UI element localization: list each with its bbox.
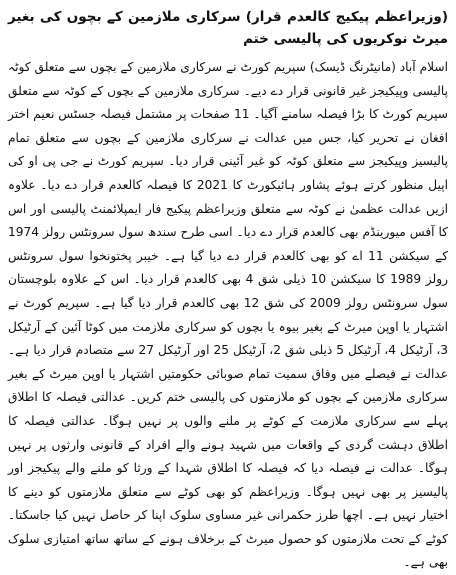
article-body: اسلام آباد (مانیٹرنگ ڈیسک) سپریم کورٹ نے سرکاری ملازمین کے بچوں سے متعلق کوٹہ پالیسی وپیکیجز غیر قانونی قرار دے دیے۔ سرکاری ملازمین کے بچوں کے کوٹہ سے متعلق سپریم کورٹ کا بڑا فیصلہ سامنے آگیا۔ 11 صفحات پر مشتمل فیصلہ جسٹس نعیم اختر افغان نے تحریر کیا، جس میں عدالت نے سرکاری ملازمین کے بچوں سے متعلق تمام پالیسیز وپیکیجز سے متعلق کوٹہ کو غیر آئینی قرار دیا۔ سپریم کورٹ نے جی پی او کی اپیل منظور کرتے ہوئے پشاور ہائیکورٹ کا 2021 کا فیصلہ کالعدم قرار دے دیا۔ علاوہ ازیں عدالت عظمیٰ نے کوٹہ سے متعلق وزیراعظم پیکیج فار ایمپلائمنٹ پالیسی اور اس کا آفس میورینڈم بھی کالعدم قرار دے دیا۔ اسی طرح سندھ سول سرونٹس رولز 1974 کے سیکشن 11 اے کو بھی کالعدم قرار دے دیا گیا ہے۔ خیبر پختونخوا سول سرونٹس رولز 1989 کا سیکشن 10 ذیلی شق 4 بھی کالعدم قرار دیا۔ اس کے علاوہ بلوچستان سول سرونٹس رولز 2009 کی شق 12 بھی کالعدم قرار دیا گیا ہے۔ سپریم کورٹ نے اشتہار یا اوپن میرٹ کے بغیر بیوہ یا بچوں کو سرکاری ملازمت میں کوٹا آئین کے آرٹیکل 3، آرٹیکل 4، آرٹیکل 5 ذیلی شق 2، آرٹیکل 25 اور آرٹیکل 27 سے متصادم قرار دیا ہے۔ عدالت نے فیصلے میں وفاق سمیت تمام صوبائی حکومتیں اشتہار یا اوپن میرٹ کے بغیر سرکاری ملازمین کے بچوں کو ملازمتوں کی پالیسی ختم کریں۔ عدالتی فیصلہ کا اطلاق پہلے سے سرکاری ملازمت کے کوٹے پر ملنے والوں پر نہیں ہوگا۔ عدالتی فیصلہ کا اطلاق دہشت گردی کے واقعات میں شہید ہونے والے افراد کے قانونی وارثوں پر نہیں ہوگا۔ عدالت نے فیصلہ دیا کہ فیصلہ کا اطلاق شہدا کے ورثا کو ملنے والے پیکیجز اور پالیسیز پر بھی نہیں ہوگا۔ وزیراعظم کو بھی کوٹے سے متعلق ملازمتوں کو دینے کا اختیار نہیں ہے۔ اچھا طرز حکمرانی غیر مساوی سلوک اپنا کر حاصل نہیں کیا جاسکتا۔ کوٹے کے تحت ملازمتوں کو حصول میرٹ کے برخلاف ہونے کے ساتھ ساتھ امتیازی سلوک بھی ہے۔ [8, 60, 449, 570]
article-headline: (وزیراعظم پیکیج کالعدم قرار) سرکاری ملازمین کے بچوں کی بغیر میرٹ نوکریوں کی پالیسی ختم [8, 9, 448, 47]
